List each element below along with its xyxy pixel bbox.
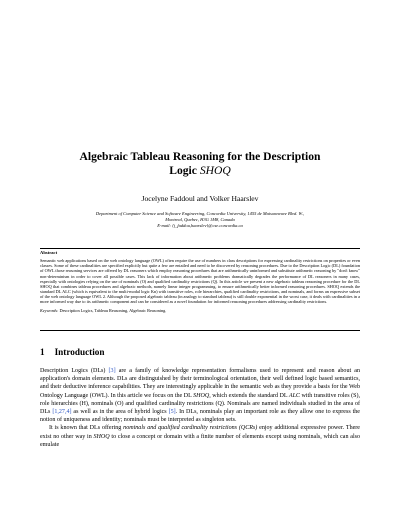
- title-line-2: [60, 164, 340, 178]
- intro-paragraph-2: [40, 424, 360, 449]
- abstract-text: Semantic web applications based on the web ontology language (OWL) often require the use of numbers in class descriptions for expressing cardinality restrictions on properties or even classes. Some of these cardinalities are specified explicitly but quite a few are entailed and need to be discovered by reasoning procedures. Due to the Description Logic (DL) foundation of OWL those reasoning services are offered by DL reasoners which employ reasoning procedures that are arithmetically uninformed and substitute arithmetic reasoning by "don't know" non-determinism in order to cover all possible cases. This lack of information about arithmetic problems dramatically degrades the performance of DL reasoners in many cases, especially with ontologies relying on the use of nominals (O) and qualified cardinality restrictions (Q). In this article we present a new algebraic tableau reasoning procedure for the DL SHOQ that combines tableau procedures and algebraic methods, namely linear integer programming, to ensure arithmetically better informed reasoning procedures. SHOQ extends the standard DL ALC (which is equivalent to the multi-modal logic Kn) with transitive roles, role hierarchies, qualified cardinality restrictions, and nominals, and forms an expressive subset of the web ontology language OWL 2. Although the proposed algebraic tableau (in analogy to standard tableau) is still double exponential in the worst case, it deals with cardinalities in a more informed way due to its arithmetic component and can be considered as a novel foundation for informed reasoning procedures addressing cardinality restrictions.: [40, 258, 360, 305]
- intro-paragraph-1: [40, 367, 360, 424]
- p1-text-d: with transitive roles (S), role hierarchies (H), nominals (O) and qualified cardinality restrictions (Q). Nominals are named individuals studied in the area of DLs: [40, 392, 360, 416]
- abstract-top-rule: [40, 248, 360, 249]
- citation-link[interactable]: [5]: [168, 409, 176, 416]
- section-title: Introduction: [54, 347, 105, 357]
- affiliation: [74, 211, 326, 228]
- abstract-block: [40, 250, 360, 313]
- p1-text-a: Description Logics (DLs): [40, 368, 109, 374]
- authors: Jocelyne Faddoul and Volker Haarslev: [141, 194, 259, 203]
- citation-link[interactable]: [1,27,4]: [52, 409, 72, 416]
- p2-text-b: enjoy additional expressive power. There exist no other way in: [40, 425, 360, 440]
- keywords-label: Keywords:: [40, 307, 59, 313]
- title-line-1: Algebraic Tableau Reasoning for the Description: [79, 150, 321, 163]
- citation-link[interactable]: [3]: [108, 368, 116, 374]
- p2-text-c: to close a concept or domain with a finite number of elements except using nominals, which can also emulate: [40, 433, 360, 448]
- title-logic-name: SHOQ: [199, 164, 231, 177]
- abstract-heading: Abstract: [40, 250, 58, 255]
- p1-text-f: . In DLs, nominals play an important role as they allow one to express the notion of uniqueness and identity; nominals must be interpreted as singleton sets.: [40, 409, 360, 424]
- title-line-2-prefix: Logic: [169, 164, 200, 177]
- logic-name: SHOQ: [93, 433, 110, 440]
- affiliation-line-1: Department of Computer Science and Software Engineering, Concordia University, 1455 de Maisonneuve Blvd. W.,: [95, 211, 305, 216]
- keywords: [40, 308, 360, 313]
- logic-name: SHOQ: [193, 392, 210, 399]
- intro-body: [40, 367, 360, 449]
- p1-text-e: as well as in the area of hybrid logics: [71, 409, 169, 416]
- abstract-bottom-rule: [40, 330, 360, 331]
- logic-name: ALC: [288, 392, 300, 399]
- p2-emphasis: nominals and qualified cardinality restrictions (QCRs): [123, 425, 258, 432]
- section-heading: [40, 347, 104, 357]
- affiliation-line-2: Montreal, Quebec, H3G 1M8, Canada: [165, 216, 235, 222]
- p2-text-a: It is known that DLs offering: [49, 425, 124, 432]
- affiliation-email: E-mail: {j_faddou,haarslev}@cse.concordia.ca: [157, 222, 243, 228]
- p1-text-b: are a family of knowledge representation formalisms used to represent and reason about an application's domain elements. DLs are distinguished by their terminological orientation, their well defined logic based semantics, and their deductive inference capabilities. They are interestingly applicable in the semantic web as they provide a basis for the Web Ontology Language (OWL). In this article we focus on the DL: [40, 368, 360, 399]
- paper-title: [60, 150, 340, 178]
- section-number: 1: [40, 347, 45, 357]
- keywords-text: Description Logics, Tableau Reasoning, Algebraic Reasoning.: [59, 307, 167, 313]
- p1-text-c: , which extends the standard DL: [209, 392, 289, 399]
